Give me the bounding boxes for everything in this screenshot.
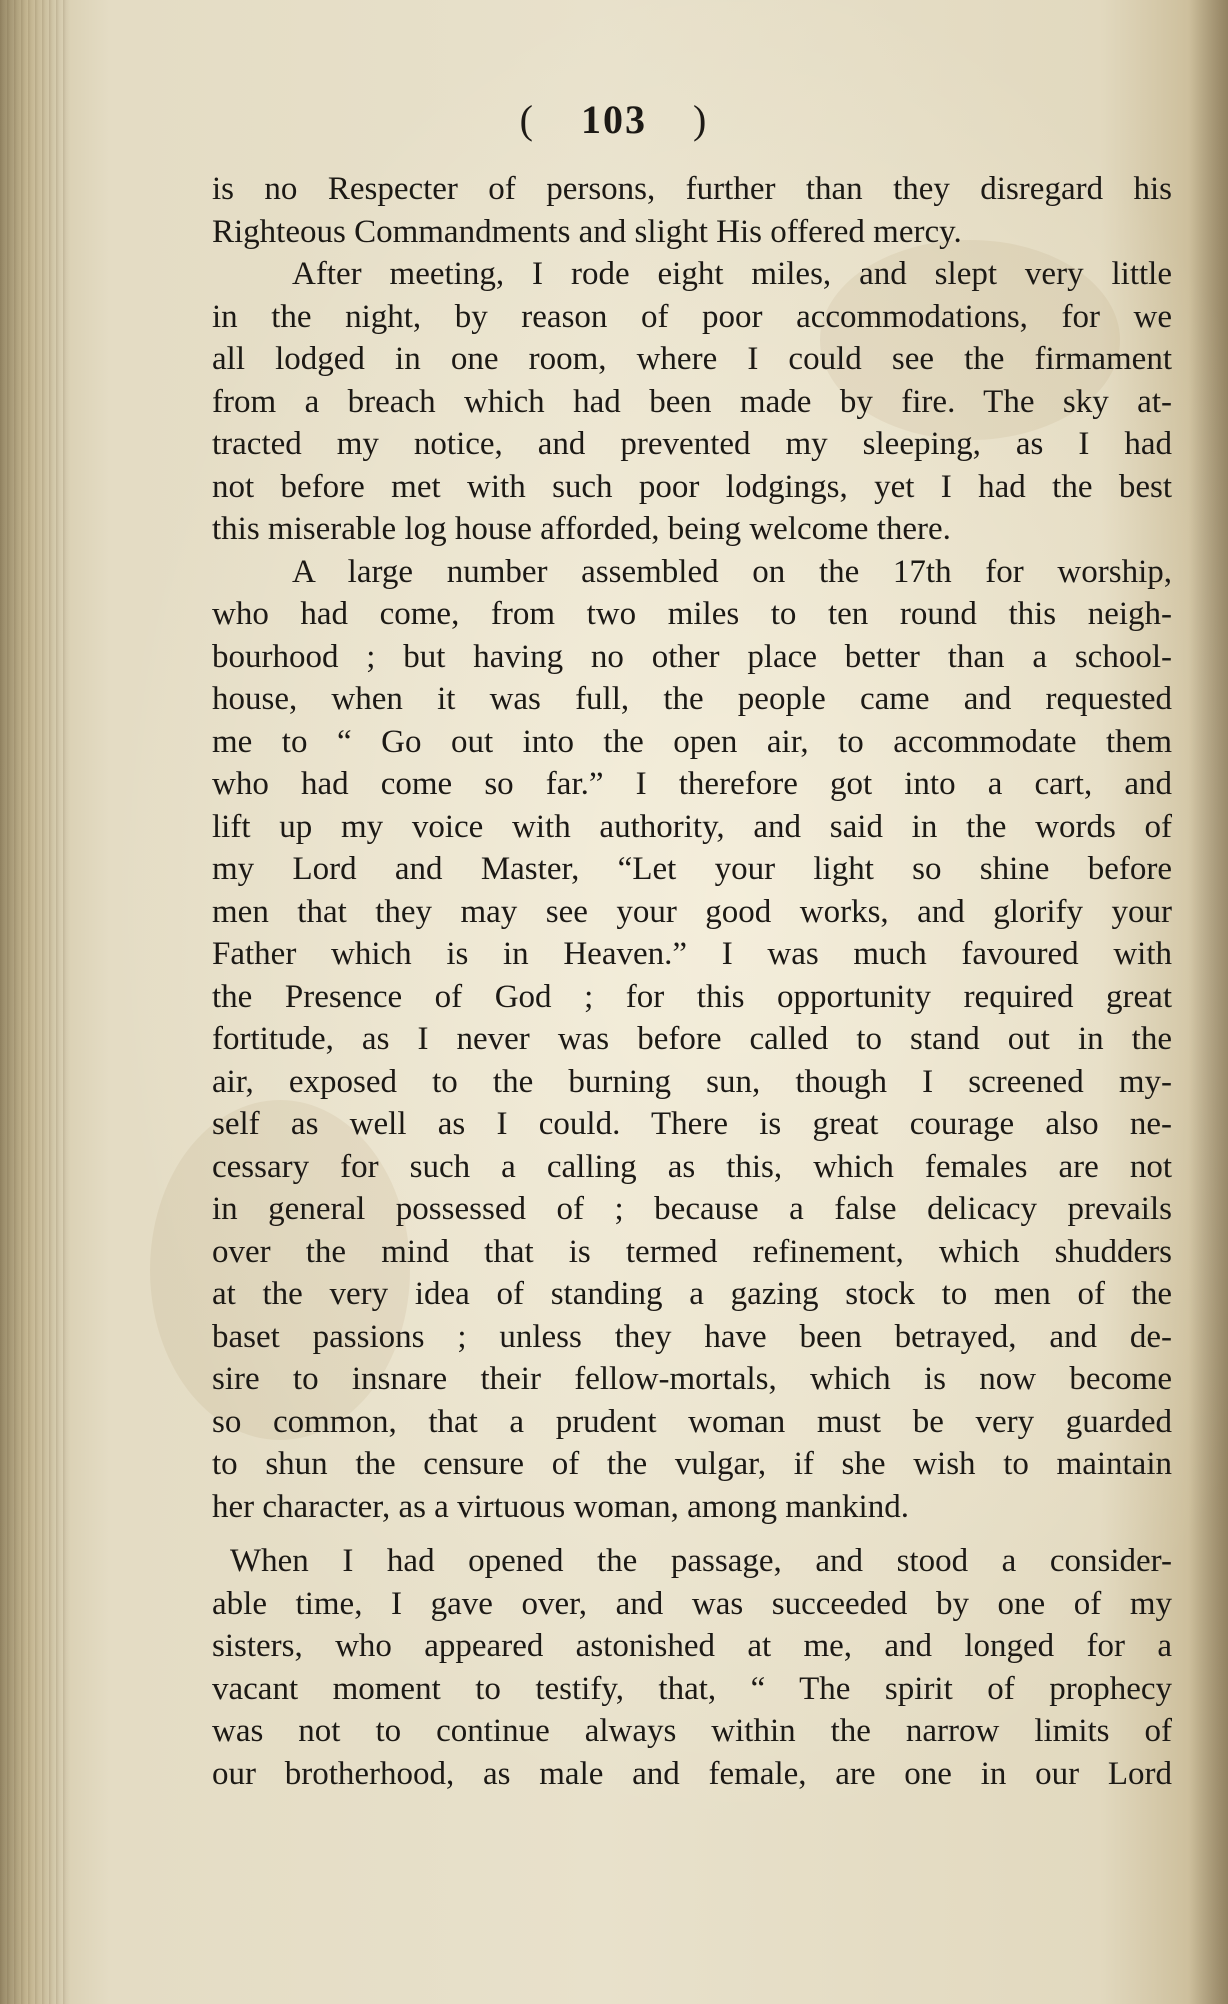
text-line: who had come so far.” I therefore got into a cart, and xyxy=(212,766,1172,802)
text-line: in the night, by reason of poor accommodations, for we xyxy=(212,298,1172,335)
text-line: this miserable log house afforded, being welcome there. xyxy=(212,511,951,547)
text-line: When I had opened the passage, and stood a consider- xyxy=(230,1543,1172,1579)
text-line: bourhood ; but having no other place better than a school- xyxy=(212,638,1172,675)
text-line: my Lord and Master, “Let your light so shine before xyxy=(212,851,1172,887)
text-line: me to “ Go out into the open air, to accommodate them xyxy=(212,723,1172,760)
text-line: in general possessed of ; because a false delicacy prevails xyxy=(212,1191,1172,1227)
text-line: baset passions ; unless they have been betrayed, and de- xyxy=(212,1318,1172,1355)
text-line: our brotherhood, as male and female, are one in our Lord xyxy=(212,1755,1172,1792)
text-line: lift up my voice with authority, and said in the words of xyxy=(212,808,1172,845)
text-line: over the mind that is termed refinement, which shudders xyxy=(212,1233,1172,1270)
body-text xyxy=(212,168,1172,1795)
text-line: tracted my notice, and prevented my sleeping, as I had xyxy=(212,426,1172,462)
text-line: able time, I gave over, and was succeeded by one of my xyxy=(212,1585,1172,1622)
header-open-paren: ( xyxy=(519,97,535,142)
text-line: the Presence of God ; for this opportunity required great xyxy=(212,978,1172,1015)
text-line: all lodged in one room, where I could see the firmament xyxy=(212,341,1172,377)
page-edge xyxy=(1188,0,1228,2004)
text-line: at the very idea of standing a gazing stock to men of the xyxy=(212,1276,1172,1312)
page-number: 103 xyxy=(581,97,647,142)
text-line: her character, as a virtuous woman, among mankind. xyxy=(212,1488,909,1525)
text-line: to shun the censure of the vulgar, if she wish to maintain xyxy=(212,1446,1172,1482)
text-line: who had come, from two miles to ten round this neigh- xyxy=(212,596,1172,632)
text-line: A large number assembled on the 17th for worship, xyxy=(292,553,1172,590)
text-line: sisters, who appeared astonished at me, and longed for a xyxy=(212,1628,1172,1664)
text-line: house, when it was full, the people came and requested xyxy=(212,681,1172,717)
text-line: men that they may see your good works, and glorify your xyxy=(212,893,1172,930)
page-header xyxy=(0,96,1228,143)
page-gutter xyxy=(0,0,70,2004)
text-line: is no Respecter of persons, further than they disregard his xyxy=(212,171,1172,207)
text-line: so common, that a prudent woman must be very guarded xyxy=(212,1403,1172,1440)
text-line: Father which is in Heaven.” I was much favoured with xyxy=(212,936,1172,972)
text-line: self as well as I could. There is great courage also ne- xyxy=(212,1106,1172,1142)
text-line: After meeting, I rode eight miles, and slept very little xyxy=(292,256,1172,292)
text-line: air, exposed to the burning sun, though I screened my- xyxy=(212,1063,1172,1100)
text-line: cessary for such a calling as this, which females are not xyxy=(212,1148,1172,1185)
text-line: not before met with such poor lodgings, yet I had the best xyxy=(212,468,1172,505)
text-line: fortitude, as I never was before called to stand out in the xyxy=(212,1021,1172,1057)
text-line: Righteous Commandments and slight His offered mercy. xyxy=(212,213,962,250)
text-line: from a breach which had been made by fire. The sky at- xyxy=(212,383,1172,420)
header-close-paren: ) xyxy=(693,97,709,142)
text-line: vacant moment to testify, that, “ The spirit of prophecy xyxy=(212,1670,1172,1707)
text-line: was not to continue always within the narrow limits of xyxy=(212,1713,1172,1749)
text-line: sire to insnare their fellow-mortals, which is now become xyxy=(212,1361,1172,1397)
